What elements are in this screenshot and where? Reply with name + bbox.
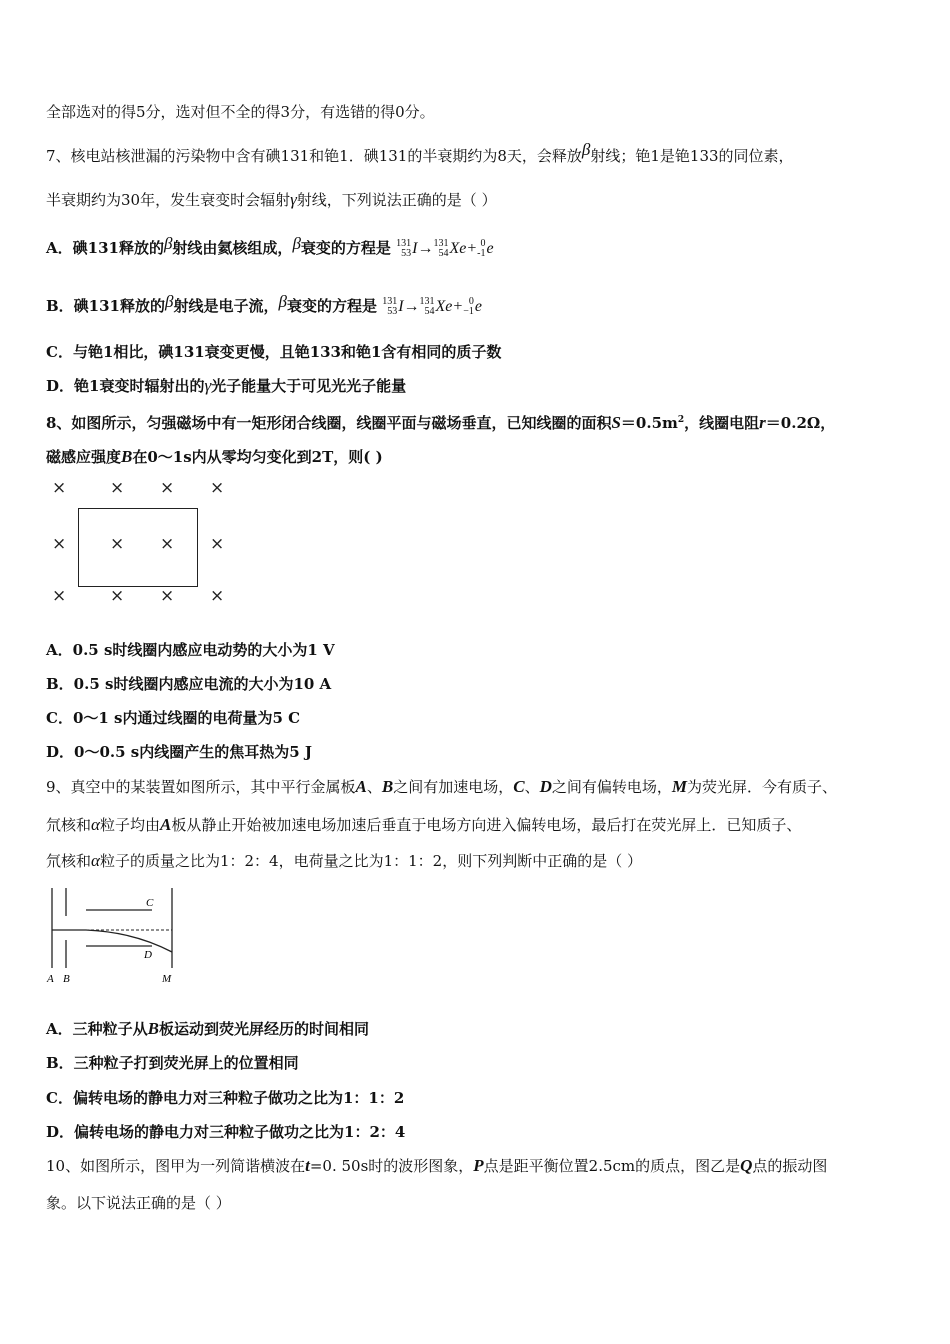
q8-option-b: B．0.5 s时线圈内感应电流的大小为10 A: [46, 675, 332, 693]
magnetic-field-figure: [46, 478, 246, 608]
q7-option-c: C．与铯1相比，碘131衰变更慢，且铯133和铯1含有相同的质子数: [46, 343, 502, 361]
q8-option-d: D．0～0.5 s内线圈产生的焦耳热为5 J: [46, 743, 312, 761]
field-cross: ×: [160, 534, 175, 554]
field-cross: ×: [160, 478, 175, 498]
q8-option-c: C．0～1 s内通过线圈的电荷量为5 C: [46, 709, 301, 727]
field-cross: ×: [52, 478, 67, 498]
q10-stem-line1: 10、如图所示，图甲为一列简谐横波在t=0. 50s时的波形图象，P点是距平衡位置2.5cm的质点，图乙是Q点的振动图: [46, 1156, 828, 1175]
accelerator-figure: [44, 884, 184, 988]
field-cross: ×: [52, 586, 67, 606]
q7-option-b: B．碘131释放的β射线是电子流，β衰变的方程是 131 53I→131 54Xe+ 0 −1e: [46, 292, 482, 318]
field-cross: ×: [160, 586, 175, 606]
q9-option-c: C．偏转电场的静电力对三种粒子做功之比为1：1：2: [46, 1089, 405, 1107]
decay-equation-a: 131 53I→131 54Xe+ 0 -1e: [396, 238, 494, 260]
label-c: C: [146, 897, 154, 909]
particle-trajectory: [86, 930, 172, 952]
field-cross: ×: [210, 478, 225, 498]
field-cross: ×: [110, 478, 125, 498]
q7-option-a: A．碘131释放的β射线由氦核组成，β衰变的方程是 131 53I→131 54Xe+ 0 -1e: [46, 234, 494, 260]
q8-stem-line1: 8、如图所示，匀强磁场中有一矩形闭合线圈，线圈平面与磁场垂直，已知线圈的面积$S=0.5m^2$，线圈电阻r＝0.2Ω，: [46, 413, 836, 432]
label-a: A: [47, 973, 54, 985]
q8-option-a: A．0.5 s时线圈内感应电动势的大小为1 V: [46, 641, 335, 659]
label-d: D: [144, 949, 152, 961]
coil-rectangle: [78, 508, 198, 587]
label-m: M: [162, 973, 172, 985]
q7-stem-line2: 半衰期约为30年，发生衰变时会辐射γ射线，下列说法正确的是（ ）: [46, 190, 497, 209]
q10-stem-line2: 象。以下说法正确的是（ ）: [46, 1194, 231, 1212]
beta-symbol: β: [581, 140, 591, 159]
q9-stem-line1: 9、真空中的某装置如图所示，其中平行金属板A、B之间有加速电场，C、D之间有偏转电场，M为荧光屏．今有质子、: [46, 777, 838, 796]
field-cross: ×: [210, 586, 225, 606]
q9-stem-line3: 氘核和α粒子的质量之比为1：2：4，电荷量之比为1：1：2，则下列判断中正确的是（ ）: [46, 851, 642, 870]
field-cross: ×: [210, 534, 225, 554]
intro-text: 全部选对的得5分，选对但不全的得3分，有选错的得0分。: [46, 103, 435, 121]
q8-stem-line2: 磁感应强度B在0～1s内从零均匀变化到2T，则( ): [46, 447, 383, 466]
decay-equation-b: 131 53I→131 54Xe+ 0 −1e: [382, 296, 482, 318]
gamma-symbol: γ: [290, 190, 297, 209]
field-cross: ×: [110, 534, 125, 554]
q9-option-b: B．三种粒子打到荧光屏上的位置相同: [46, 1054, 299, 1072]
label-b: B: [63, 973, 70, 985]
field-cross: ×: [110, 586, 125, 606]
q9-option-d: D．偏转电场的静电力对三种粒子做功之比为1：2：4: [46, 1123, 406, 1141]
q9-option-a: A．三种粒子从B板运动到荧光屏经历的时间相同: [46, 1019, 369, 1038]
q9-stem-line2: 氘核和α粒子均由A板从静止开始被加速电场加速后垂直于电场方向进入偏转电场，最后打在荧光屏上．已知质子、: [46, 815, 802, 834]
field-cross: ×: [52, 534, 67, 554]
q7-option-d: D．铯1衰变时辐射出的γ光子能量大于可见光光子能量: [46, 376, 407, 395]
q7-stem-line1: 7、核电站核泄漏的污染物中含有碘131和铯1．碘131的半衰期约为8天，会释放β射线；铯1是铯133的同位素，: [46, 140, 794, 165]
